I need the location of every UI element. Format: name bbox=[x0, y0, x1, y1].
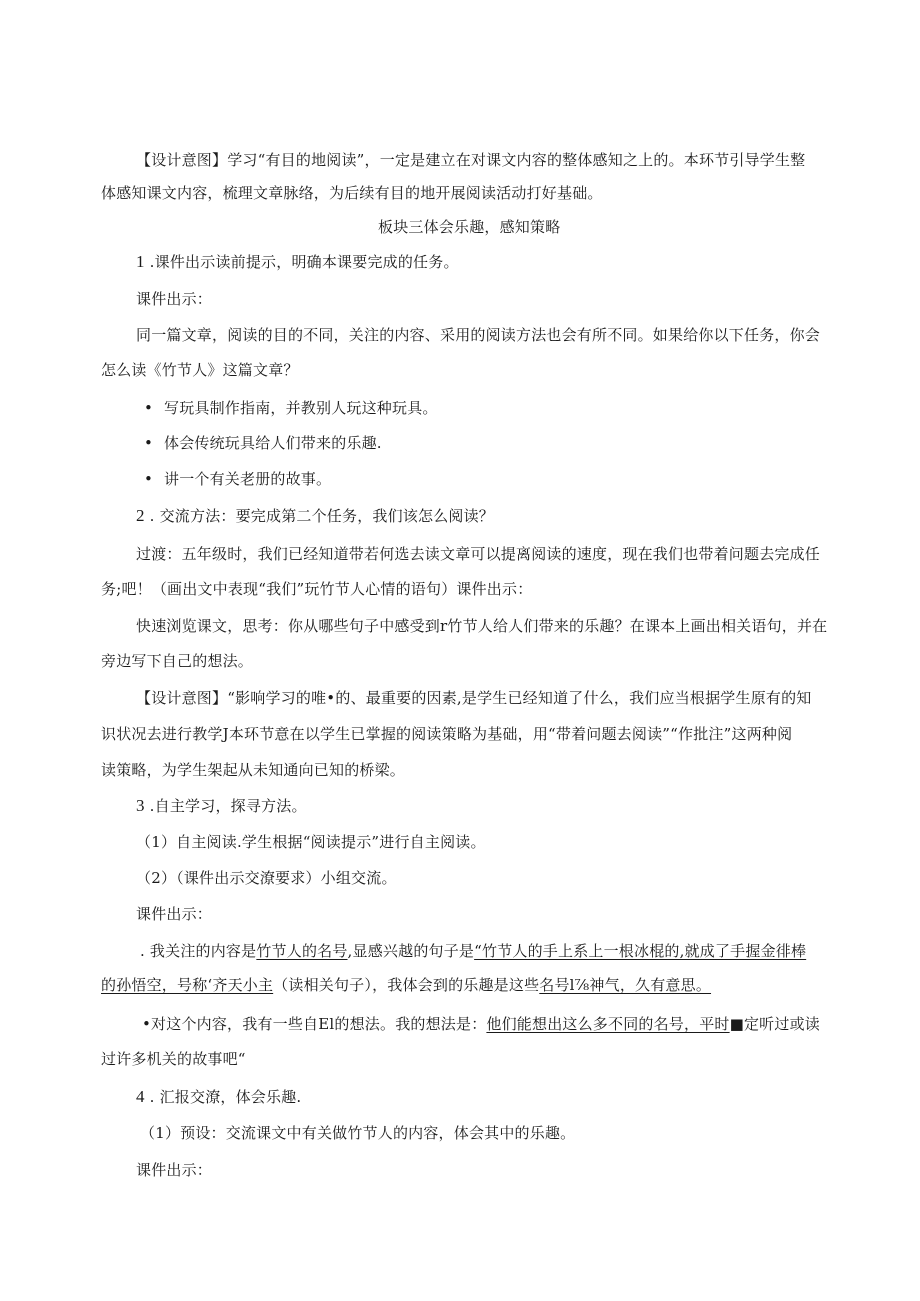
courseware-label-1: 课件出示： bbox=[136, 290, 213, 308]
transition-line-1: 过渡：五年级时，我们已经知道带若何选去读文章可以提离阅读的速度，现在我们也带着问题去完成任 bbox=[136, 545, 821, 563]
sub-step-3-number: （1） bbox=[140, 1124, 181, 1142]
example-1-line-2 bbox=[101, 975, 711, 995]
intro-line-2: 怎么读《竹节人》这篇文章？ bbox=[101, 361, 299, 379]
transition-line-2: 务;吧！（画出文中表现“我们”玩竹节人心情的语句）课件出示： bbox=[101, 580, 533, 598]
design-intent-2-line-1: 【设计意图】“影响学习的唯•的、最重要的因素,是学生已经知道了什么，我们应当根据学生原有的知 bbox=[136, 689, 812, 707]
step-2-number: 2 bbox=[136, 506, 145, 525]
sub-step-2-text: （课件出示交潦要求）小组交流。 bbox=[176, 869, 397, 887]
courseware-label-3: 课件出示： bbox=[136, 1161, 213, 1179]
sub-step-3 bbox=[140, 1123, 575, 1143]
courseware-label-2: 课件出示： bbox=[136, 905, 213, 923]
bullet-dot: • bbox=[144, 470, 154, 488]
example-2-suffix: ■定听过或读 bbox=[729, 1015, 820, 1033]
step-4 bbox=[136, 1087, 301, 1107]
step-3-text: .自主学习，探寻方法。 bbox=[144, 797, 307, 815]
step-2 bbox=[136, 506, 494, 526]
example-1-feeling: （读相关句子），我体会到的乐趣是这些 bbox=[273, 976, 540, 994]
example-1-fun-underlined: 名号l⅞神气，久有意思。 bbox=[539, 976, 712, 994]
step-4-text: . 汇报交潦，体会乐趣. bbox=[144, 1088, 302, 1106]
task-bullet-1-text: 写玩具制作指南，并教别人玩这种玩具。 bbox=[164, 399, 438, 417]
step-1-number: 1 bbox=[136, 252, 145, 271]
step-4-number: 4 bbox=[136, 1087, 145, 1106]
example-1-quote-cont-underlined: 的孙悟空，号称‘齐天小主 bbox=[101, 976, 274, 994]
step-1 bbox=[136, 252, 459, 272]
section-title: 板块三体会乐趣，感知策略 bbox=[378, 218, 561, 236]
sub-step-1-number: （1） bbox=[136, 833, 177, 851]
sub-step-2 bbox=[136, 868, 397, 888]
task-bullet-2-text: 体会传统玩具给人们带来的乐趣. bbox=[164, 434, 382, 452]
example-1-line-1 bbox=[140, 941, 806, 961]
example-2-idea-underlined: 他们能想出这么多不同的名号，平时 bbox=[486, 1015, 730, 1033]
intro-line-1: 同一篇文章，阅读的目的不同，关注的内容、采用的阅读方法也会有所不同。如果给你以下任务，你会 bbox=[136, 326, 821, 344]
task-bullet-3-text: 讲一个有关老册的故事。 bbox=[164, 470, 332, 488]
example-2-line-1 bbox=[142, 1014, 820, 1034]
step-2-text: . 交流方法：要完成第二个任务，我们该怎么阅读？ bbox=[144, 507, 495, 525]
design-intent-2-line-3: 读策略，为学生架起从未知通向已知的桥梁。 bbox=[101, 761, 406, 779]
bullet-dot: • bbox=[144, 434, 154, 452]
sub-step-1 bbox=[136, 832, 486, 852]
example-2-line-2: 过许多机关的故事吧“ bbox=[101, 1050, 246, 1068]
example-1-quote-underlined: “竹节人的手上系上一根冰棍的,就成了手握金徘棒 bbox=[474, 942, 807, 960]
design-intent-1-line-2: 体感知课文内容，梳理文章脉络，为后续有目的地开展阅读活动打好基础。 bbox=[101, 184, 603, 202]
step-3-number: 3 bbox=[136, 796, 145, 815]
example-1-middle: ,显感兴越的句子是 bbox=[347, 942, 475, 960]
task-bullet-3 bbox=[144, 469, 331, 489]
sub-step-3-text: 预设：交流课文中有关做竹节人的内容，体会其中的乐趣。 bbox=[180, 1124, 576, 1142]
browse-line-1: 快速浏览课文，思考：你从哪些句子中感受到r竹节人给人们带来的乐趣？在课本上画出相关语句，并在 bbox=[136, 617, 828, 635]
bullet-dot: • bbox=[144, 399, 154, 417]
sub-step-1-text: 自主阅读.学生根据“阅读提示”进行自主阅读。 bbox=[176, 833, 486, 851]
example-2-prefix: •对这个内容，我有一些自El的想法。我的想法是： bbox=[142, 1015, 487, 1033]
browse-line-2: 旁边写下自己的想法。 bbox=[101, 652, 254, 670]
design-intent-2-line-2: 识状况去进行教学J本环节意在以学生已掌握的阅读策略为基础，用“带着问题去阅读”“作批注”这两种阅 bbox=[101, 725, 793, 743]
sub-step-2-number: （2） bbox=[136, 869, 177, 887]
example-1-focus-underlined: 竹节人的名号 bbox=[256, 942, 348, 960]
task-bullet-1 bbox=[144, 398, 438, 418]
task-bullet-2 bbox=[144, 433, 382, 453]
step-3 bbox=[136, 796, 307, 816]
design-intent-1-line-1: 【设计意图】学习“有目的地阅读”，一定是建立在对课文内容的整体感知之上的。本环节引导学生整 bbox=[136, 151, 806, 169]
step-1-text: .课件出示读前提示，明确本课要完成的任务。 bbox=[144, 253, 459, 271]
example-1-prefix: . 我关注的内容是 bbox=[140, 942, 257, 960]
